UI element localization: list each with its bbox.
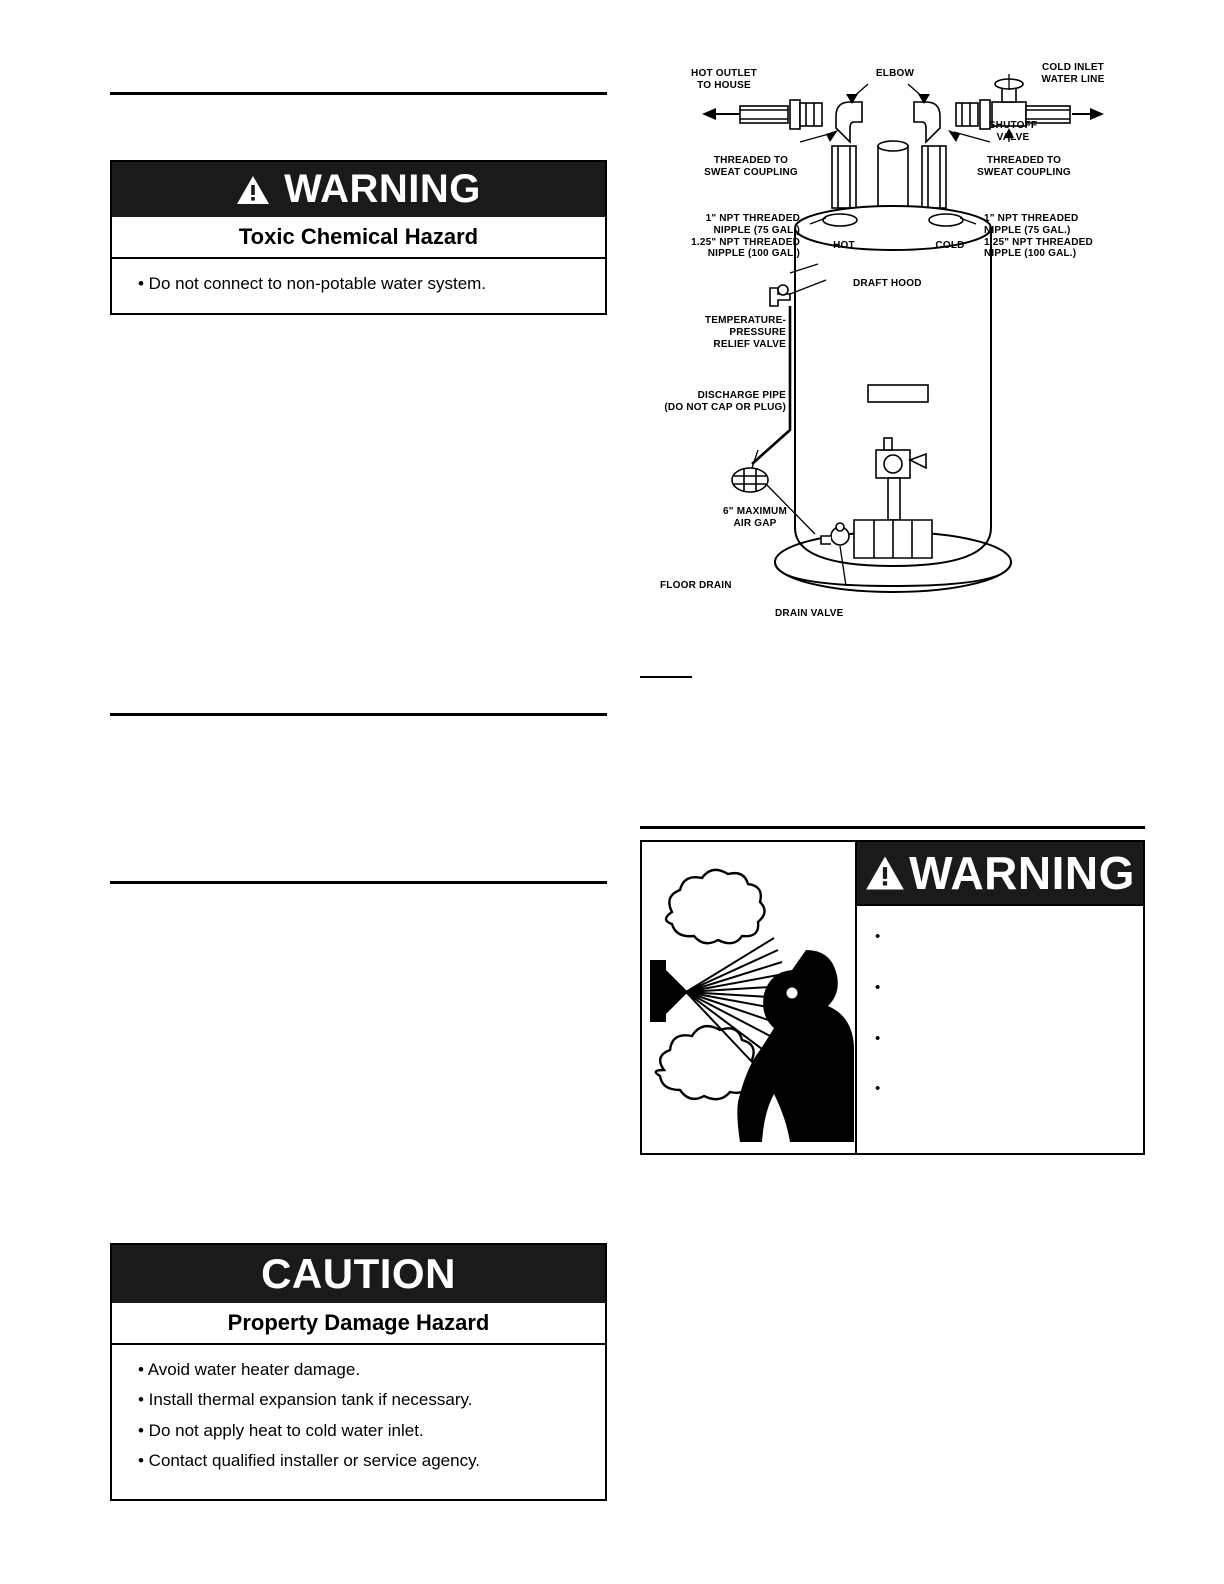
section-divider-top — [110, 92, 607, 95]
scald-warning-banner — [857, 842, 1143, 906]
scalding-steam-person-icon — [642, 842, 857, 1153]
label-cold-inlet: COLD INLET WATER LINE — [1041, 62, 1105, 85]
warning-triangle-icon — [236, 175, 270, 205]
label-nipple-left: 1" NPT THREADED NIPPLE (75 GAL.) 1.25" NPT THREADED NIPPLE (100 GAL.) — [691, 213, 800, 260]
label-threaded-coupling-left: THREADED TO SWEAT COUPLING — [704, 155, 798, 178]
list-item: • — [875, 978, 885, 996]
scald-warning-signal-word: WARNING — [909, 847, 1135, 899]
caution-subtitle: Property Damage Hazard — [112, 1303, 605, 1345]
section-divider-right — [640, 826, 1145, 829]
toxic-warning-subtitle: Toxic Chemical Hazard — [112, 217, 605, 259]
list-item: • Do not apply heat to cold water inlet. — [138, 1420, 424, 1440]
warning-signal-word: WARNING — [284, 167, 481, 211]
label-air-gap: 6" MAXIMUM AIR GAP — [723, 506, 787, 529]
caution-banner — [112, 1245, 605, 1303]
scald-warning-bullets — [857, 906, 1143, 1153]
list-item: • — [875, 928, 885, 945]
label-elbow: ELBOW — [875, 68, 915, 79]
label-hot-outlet: HOT OUTLET TO HOUSE — [691, 68, 757, 91]
list-item: • — [875, 1080, 885, 1098]
list-item: • Do not connect to non-potable water system. — [138, 274, 487, 293]
toxic-warning-body — [112, 259, 605, 308]
label-cold-port: COLD — [935, 240, 965, 251]
list-item: • Install thermal expansion tank if necessary. — [138, 1390, 473, 1410]
label-threaded-coupling-right: THREADED TO SWEAT COUPLING — [977, 155, 1071, 178]
label-tp-relief-valve: TEMPERATURE- PRESSURE RELIEF VALVE — [704, 315, 786, 350]
section-divider-middle-2 — [110, 881, 607, 884]
label-floor-drain: FLOOR DRAIN — [660, 580, 732, 591]
label-draft-hood: DRAFT HOOD — [853, 278, 922, 289]
list-item: • Contact qualified installer or service agency. — [138, 1450, 481, 1470]
label-drain-valve: DRAIN VALVE — [775, 608, 844, 619]
label-nipple-right: 1" NPT THREADED NIPPLE (75 GAL.) 1.25" NPT THREADED NIPPLE (100 GAL.) — [984, 213, 1093, 260]
list-item: • Avoid water heater damage. — [138, 1360, 361, 1379]
label-shutoff-valve: SHUTOFF VALVE — [988, 120, 1038, 143]
list-item: • — [875, 1029, 885, 1047]
scald-warning-panel — [640, 840, 1145, 1155]
warning-banner — [112, 162, 605, 217]
figure-caption-rule — [640, 676, 692, 678]
property-damage-caution-box — [110, 1243, 607, 1501]
label-discharge-pipe: DISCHARGE PIPE (DO NOT CAP OR PLUG) — [664, 390, 786, 413]
section-divider-middle-1 — [110, 713, 607, 716]
label-hot-port: HOT — [833, 240, 855, 251]
scald-warning-content — [857, 842, 1143, 1153]
toxic-chemical-warning-box — [110, 160, 607, 315]
warning-triangle-icon — [865, 855, 905, 891]
water-heater-piping-diagram — [640, 50, 1145, 650]
caution-signal-word: CAUTION — [261, 1250, 456, 1297]
caution-body — [112, 1345, 605, 1485]
